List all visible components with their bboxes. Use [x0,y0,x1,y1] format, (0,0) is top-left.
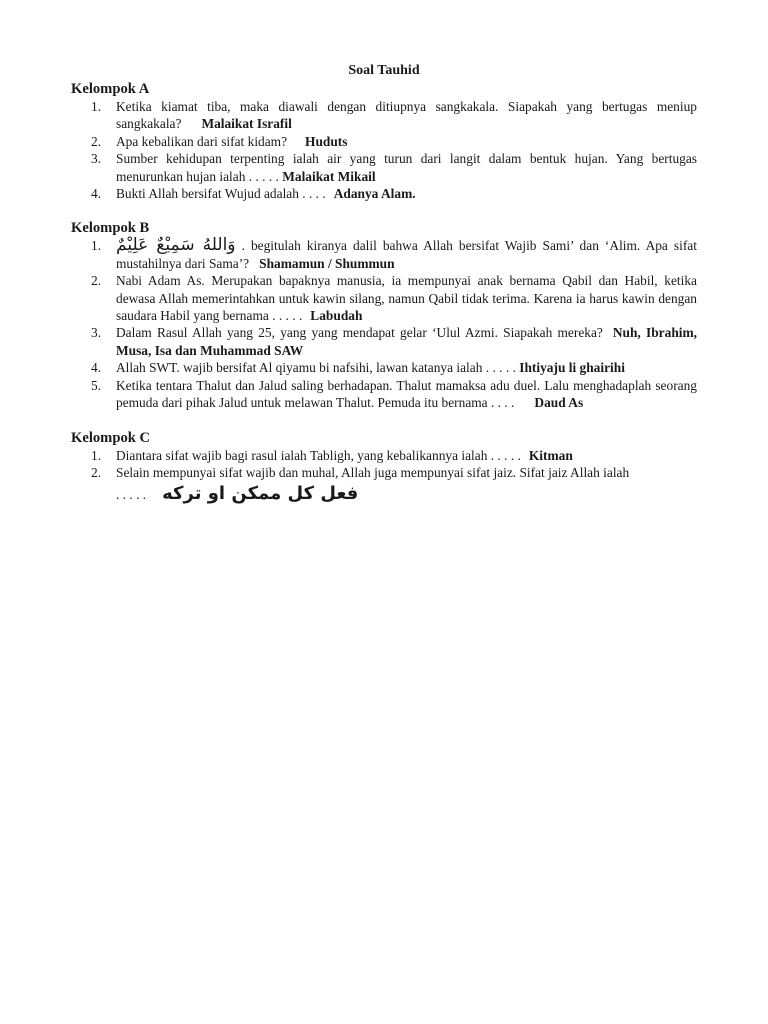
question-item [71,377,697,412]
question-text: Selain mempunyai sifat wajib dan muhal, Allah juga mempunyai sifat jaiz. Sifat jaiz Allah ialah [116,464,630,480]
question-text: Diantara sifat wajib bagi rasul ialah Tabligh, yang kebalikannya ialah . . . . . [116,447,521,463]
question-number: 4. [91,360,102,376]
question-text: . begitulah kiranya dalil bahwa Allah bersifat Wajib Sami’ dan ‘Alim. Apa sifat mustahilnya dari Sama’? [116,238,697,271]
question-text: Dalam Rasul Allah yang 25, yang yang mendapat gelar ‘Ulul Azmi. Siapakah mereka? [116,325,603,341]
section-kelompok-b [71,219,697,411]
question-number: 4. [91,186,102,202]
answer-dots: . . . . . [116,487,147,503]
question-text: Apa kebalikan dari sifat kidam? [116,133,288,149]
question-number: 2. [91,133,102,149]
answer-text: Daud As [534,395,584,411]
question-number: 5. [91,377,102,393]
section-spacer [71,202,697,219]
answer-text: Nuh, Ibrahim, Musa, Isa dan Muhammad SAW [116,325,697,358]
question-text: Allah SWT. wajib bersifat Al qiyamu bi nafsihi, lawan katanya ialah . . . . . [116,360,516,376]
question-text: Bukti Allah bersifat Wujud adalah . . . . [116,186,326,202]
question-number: 1. [91,99,102,114]
document-page [71,62,697,506]
question-list [71,237,697,411]
question-text: Ketika tentara Thalut dan Jalud saling berhadapan. Thalut mamaksa adu duel. Lalu menghadaplah seorang pemuda dari pihak Jalud untuk melawan Thalut. Pemuda itu bernama . . . . [116,377,697,411]
question-number: 1. [91,447,102,463]
question-item [71,98,697,133]
answer-line [116,483,697,506]
question-item [71,185,697,202]
answer-text: Kitman [528,447,573,463]
question-item [71,237,697,272]
document-title: Soal Tauhid [348,63,420,78]
question-item [71,150,697,185]
answer-text: Labudah [310,308,363,324]
answer-text: Shamamun / Shummun [259,255,395,271]
question-number: 3. [91,151,102,167]
question-text: Ketika kiamat tiba, maka diawali dengan ditiupnya sangkakala. Siapakah yang bertugas meniup sangkakala? [116,99,697,132]
question-number: 2. [91,464,102,480]
question-item [71,464,697,506]
answer-text: Malaikat Israfil [201,116,292,132]
answer-text: Huduts [305,133,348,149]
answer-text: Ihtiyaju li ghairihi [519,360,625,376]
answer-text: Malaikat Mikail [282,168,376,184]
question-list [71,98,697,202]
question-text: Sumber kehidupan terpenting ialah air yang turun dari langit dalam bentuk hujan. Yang bertugas menurunkan hujan ialah . . . . . [116,151,697,184]
section-spacer [71,412,697,429]
question-item [71,133,697,150]
arabic-verse: وَاللهُ سَمِيْعٌ عَلِيْمٌ [116,235,236,256]
question-number: 2. [91,273,102,289]
section-heading: Kelompok C [71,429,151,446]
section-kelompok-a [71,80,697,202]
section-heading: Kelompok B [71,220,150,237]
arabic-answer: فعل كل ممكن او تركه [162,483,359,505]
question-number: 3. [91,325,102,341]
question-list [71,447,697,507]
question-item [71,272,697,324]
question-number: 1. [91,238,102,254]
question-text: Nabi Adam As. Merupakan bapaknya manusia, ia mempunyai anak bernama Qabil dan Habil, ketika dewasa Allah memerintahkan untuk kawin silang, namun Qabil tidak terima. Karena ia harus kawin dengan saudara Habil yang bernama . . . . . [116,273,697,324]
question-item [71,359,697,376]
question-item [71,447,697,464]
section-heading: Kelompok A [71,81,150,97]
section-kelompok-c [71,429,697,507]
answer-text: Adanya Alam. [333,186,416,202]
question-item [71,324,697,359]
